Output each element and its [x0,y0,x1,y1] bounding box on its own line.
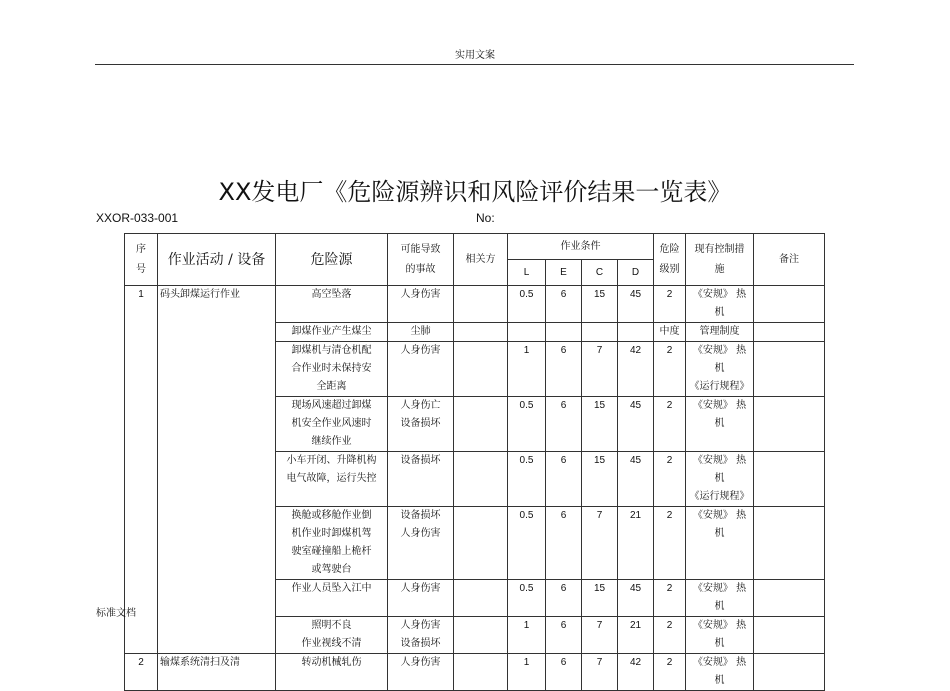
cell-D: 45 [618,580,654,617]
cell-seq [125,507,158,580]
cell-accident: 设备损坏 人身伤害 [388,507,454,580]
cell-party [454,452,508,507]
cell-party [454,286,508,323]
cell-D: 45 [618,452,654,507]
table-row [125,580,825,617]
header-party: 相关方 [454,234,508,286]
document-title: XX发电厂《危险源辨识和风险评价结果一览表》 [218,178,732,206]
cell-seq: 1 [125,286,158,323]
cell-L: 0.5 [508,452,546,507]
cell-activity [158,617,276,654]
cell-D: 42 [618,654,654,691]
cell-activity [158,323,276,342]
cell-control: 管理制度 [686,323,754,342]
cell-seq [125,452,158,507]
cell-seq [125,397,158,452]
cell-level: 2 [654,397,686,452]
cell-remark [754,654,825,691]
header-conditions: 作业条件 [508,234,654,260]
cell-activity [158,342,276,397]
cell-C: 15 [582,286,618,323]
cell-L: 0.5 [508,397,546,452]
cell-hazard: 作业人员坠入江中 [276,580,388,617]
cell-control: 《安规》 热机 [686,617,754,654]
header-rule [95,64,854,65]
cell-accident: 人身伤害 [388,654,454,691]
cell-remark [754,323,825,342]
cell-E: 6 [546,580,582,617]
cell-hazard: 卸煤机与清仓机配 合作业时未保持安 全距离 [276,342,388,397]
cell-party [454,617,508,654]
cell-D: 42 [618,342,654,397]
cell-level: 2 [654,507,686,580]
cell-control: 《安规》 热机 [686,580,754,617]
page-header: 实用文案 [455,50,495,61]
cell-L: 0.5 [508,580,546,617]
table-row [125,452,825,507]
cell-level: 2 [654,286,686,323]
cell-E: 6 [546,507,582,580]
cell-accident: 人身伤害 [388,286,454,323]
cell-C: 15 [582,580,618,617]
cell-C: 7 [582,654,618,691]
cell-C [582,323,618,342]
cell-L: 1 [508,617,546,654]
cell-remark [754,397,825,452]
cell-level: 中度 [654,323,686,342]
cell-D: 45 [618,286,654,323]
header-C: C [582,260,618,286]
table-row [125,654,825,691]
cell-control: 《安规》 热机 [686,286,754,323]
header-level: 危险级别 [654,234,686,286]
cell-party [454,323,508,342]
cell-L: 1 [508,654,546,691]
cell-level: 2 [654,654,686,691]
cell-E: 6 [546,286,582,323]
cell-accident: 尘肺 [388,323,454,342]
cell-remark [754,507,825,580]
cell-D: 21 [618,617,654,654]
cell-remark [754,452,825,507]
cell-level: 2 [654,452,686,507]
cell-C: 15 [582,397,618,452]
header-accident: 可能导致的事故 [388,234,454,286]
cell-hazard: 卸煤作业产生煤尘 [276,323,388,342]
cell-activity [158,507,276,580]
cell-C: 7 [582,507,618,580]
cell-accident: 设备损坏 [388,452,454,507]
header-L: L [508,260,546,286]
cell-D: 45 [618,397,654,452]
cell-L: 0.5 [508,286,546,323]
cell-E: 6 [546,452,582,507]
cell-C: 15 [582,452,618,507]
cell-activity [158,452,276,507]
cell-E: 6 [546,654,582,691]
cell-level: 2 [654,580,686,617]
cell-activity: 输煤系统清扫及清 [158,654,276,691]
header-D: D [618,260,654,286]
table-row [125,323,825,342]
cell-party [454,342,508,397]
header-control: 现有控制措施 [686,234,754,286]
table-row [125,342,825,397]
cell-accident: 人身伤害 设备损坏 [388,617,454,654]
cell-hazard: 现场风速超过卸煤 机安全作业风速时 继续作业 [276,397,388,452]
cell-activity: 码头卸煤运行作业 [158,286,276,323]
cell-E: 6 [546,617,582,654]
header-remark: 备注 [754,234,825,286]
cell-activity [158,580,276,617]
cell-seq [125,342,158,397]
header-seq: 序号 [125,234,158,286]
cell-hazard: 照明不良 作业视线不清 [276,617,388,654]
cell-D: 21 [618,507,654,580]
cell-party [454,397,508,452]
header-activity: 作业活动 / 设备 [158,234,276,286]
cell-hazard: 转动机械轧伤 [276,654,388,691]
cell-control: 《安规》 热机 [686,507,754,580]
page-footer: 标准文档 [96,608,136,619]
cell-party [454,580,508,617]
cell-D [618,323,654,342]
cell-activity [158,397,276,452]
table-row [125,397,825,452]
cell-level: 2 [654,342,686,397]
header-hazard: 危险源 [276,234,388,286]
cell-remark [754,286,825,323]
cell-party [454,507,508,580]
cell-control: 《安规》 热机 《运行规程》 [686,342,754,397]
cell-control: 《安规》 热机 《运行规程》 [686,452,754,507]
cell-party [454,654,508,691]
cell-remark [754,342,825,397]
hazard-table [124,233,825,691]
table-row [125,617,825,654]
cell-accident: 人身伤害 [388,342,454,397]
cell-C: 7 [582,617,618,654]
cell-L: 1 [508,342,546,397]
table-row [125,286,825,323]
header-E: E [546,260,582,286]
cell-remark [754,617,825,654]
cell-seq [125,323,158,342]
number-label: No: [476,211,495,225]
cell-remark [754,580,825,617]
cell-L: 0.5 [508,507,546,580]
table-row [125,507,825,580]
cell-hazard: 高空坠落 [276,286,388,323]
cell-E: 6 [546,397,582,452]
cell-hazard: 小车开闭、升降机构 电气故障，运行失控 [276,452,388,507]
cell-accident: 人身伤害 [388,580,454,617]
cell-seq [125,617,158,654]
cell-seq: 2 [125,654,158,691]
document-number: XXOR-033-001 [96,211,179,225]
cell-L [508,323,546,342]
cell-C: 7 [582,342,618,397]
cell-accident: 人身伤亡 设备损坏 [388,397,454,452]
cell-E [546,323,582,342]
cell-control: 《安规》 热机 [686,654,754,691]
cell-E: 6 [546,342,582,397]
cell-control: 《安规》 热机 [686,397,754,452]
cell-hazard: 换舱或移舱作业倒 机作业时卸煤机驾 驶室碰撞船上桅杆 或驾驶台 [276,507,388,580]
cell-level: 2 [654,617,686,654]
